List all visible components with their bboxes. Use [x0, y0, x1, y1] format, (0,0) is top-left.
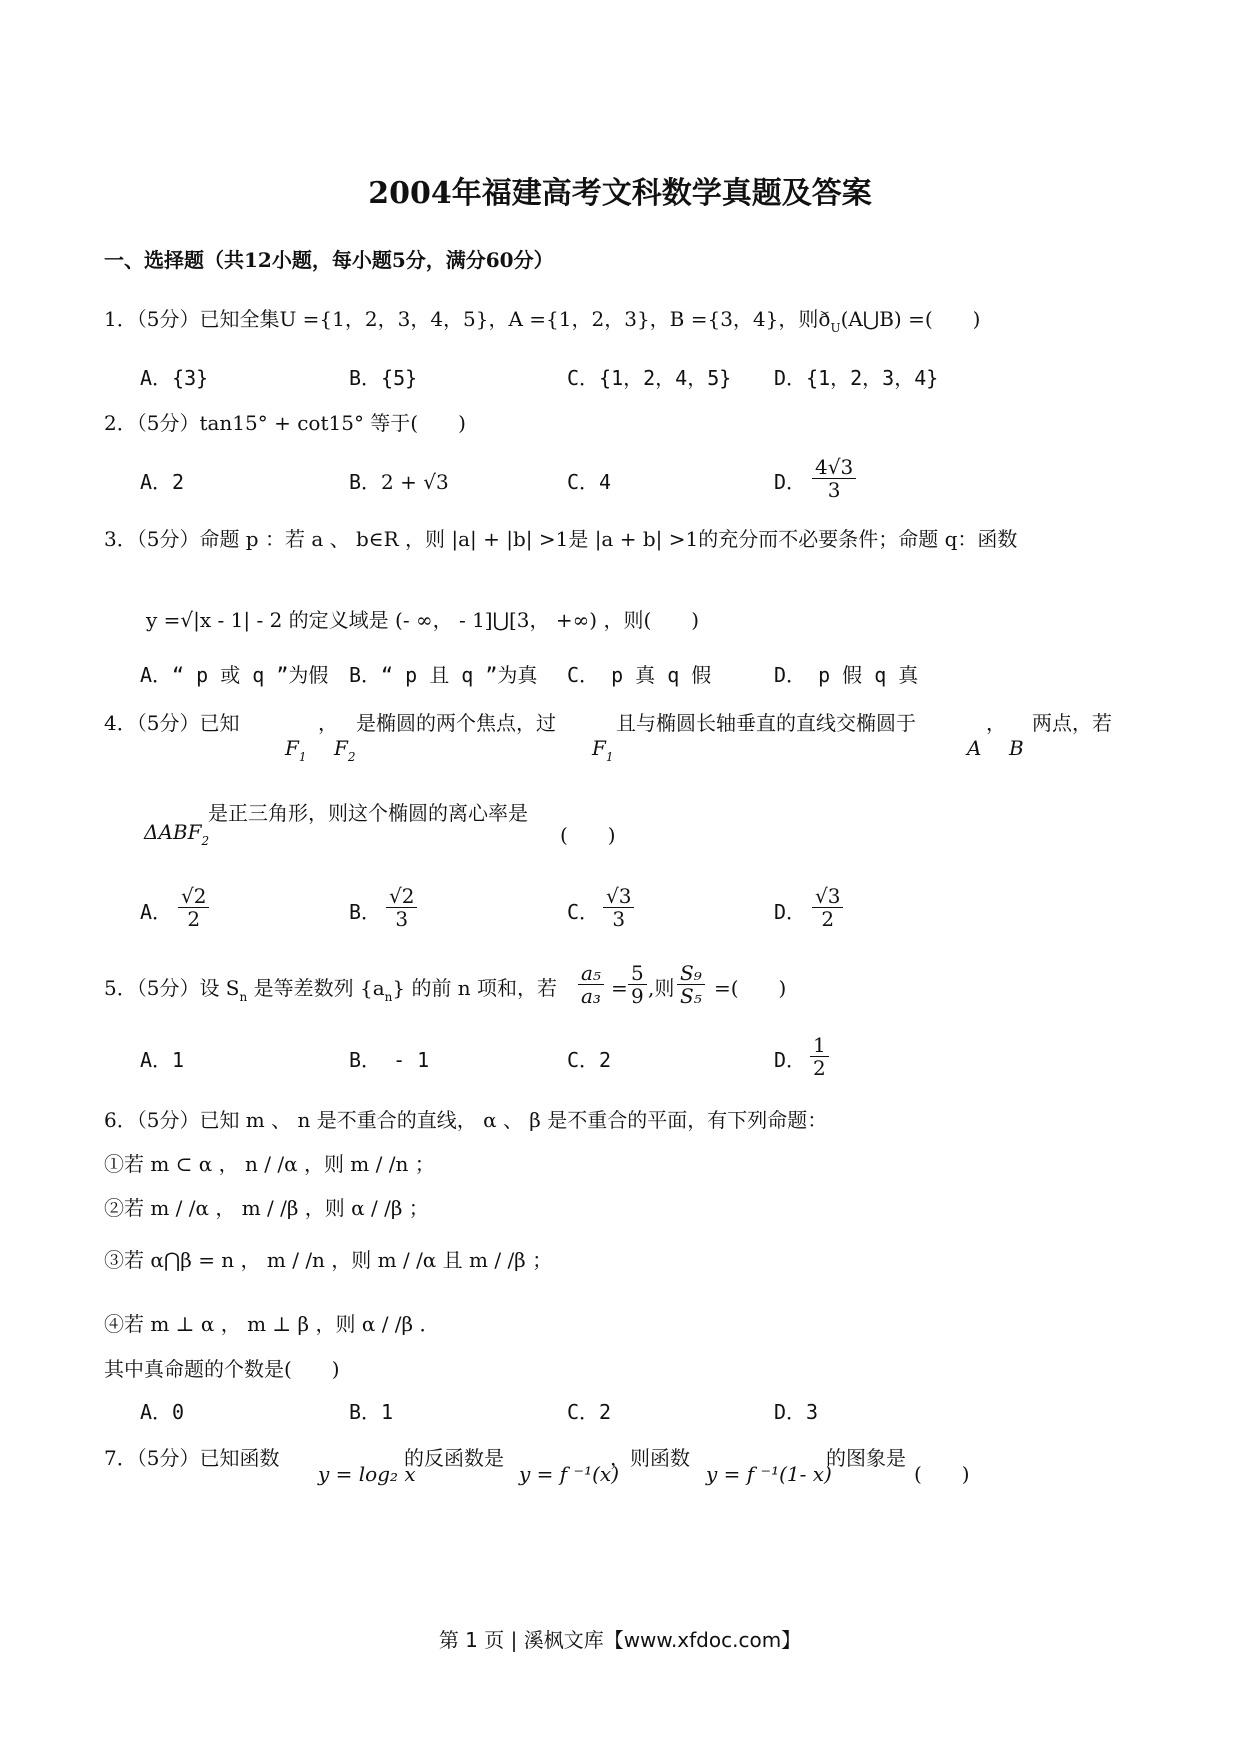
- question-4-line-2: 是正三角形，则这个椭圆的离心率是: [208, 801, 528, 825]
- fraction-denominator: 9: [631, 984, 644, 1008]
- option-b-label: B．: [349, 470, 382, 494]
- question-4-text-c: 且与椭圆长轴垂直的直线交椭圆于: [616, 711, 916, 735]
- fraction-numerator: 5: [628, 962, 647, 985]
- question-6-option-a[interactable]: A．0: [140, 1400, 185, 1424]
- f1-sub: 1: [298, 750, 307, 764]
- question-4-text-b: 是椭圆的两个焦点，过: [356, 711, 556, 735]
- fraction-denominator: 3: [395, 907, 409, 931]
- question-1-stem: [104, 307, 980, 334]
- comma: ，: [318, 711, 338, 735]
- f1-letter: F: [285, 736, 299, 760]
- question-6-option-d[interactable]: D．3: [774, 1400, 819, 1424]
- question-4-option-d-label[interactable]: D．: [774, 900, 807, 924]
- question-7-function-3: y = f ⁻¹(1- x): [706, 1462, 832, 1486]
- question-1-option-b[interactable]: B．{5}: [349, 366, 418, 390]
- question-7-intro: 7．（5分）已知函数: [104, 1446, 280, 1470]
- question-3-option-d[interactable]: D． p 假 q 真: [774, 663, 919, 687]
- question-7-function-1: y = log₂ x: [318, 1462, 416, 1486]
- question-6-option-b[interactable]: B．1: [349, 1400, 394, 1424]
- question-3-line-2: y =√|x - 1| - 2 的定义域是 (- ∞， - 1]⋃[3， +∞) ，则( ): [146, 608, 700, 632]
- triangle-sub: 2: [201, 834, 210, 848]
- focus-f1: [285, 736, 307, 763]
- focus-f2: [334, 736, 356, 763]
- fraction-denominator: 3: [612, 907, 626, 931]
- question-7-text-d: 的图象是: [826, 1446, 906, 1470]
- fraction-denominator: S₅: [680, 984, 702, 1008]
- fraction-denominator: 2: [821, 907, 835, 931]
- question-3-option-a[interactable]: A．“ p 或 q ”为假: [140, 663, 329, 687]
- question-5-option-c[interactable]: C．2: [567, 1048, 612, 1072]
- question-5-fraction-a: [578, 962, 604, 1007]
- question-2-option-d-label[interactable]: D．: [774, 470, 807, 494]
- question-5-fraction-b: [628, 962, 647, 1007]
- fraction-numerator: √2: [386, 885, 417, 908]
- triangle-abf2: [144, 820, 209, 847]
- focus-f1-again: [592, 736, 614, 763]
- question-3-line-1: 3．（5分）命题 p ：若 a 、 b∈R ，则 |a| + |b| >1是 |a + b| >1的充分而不必要条件；命题 q：函数: [104, 527, 1018, 551]
- f2-sub: 2: [347, 750, 356, 764]
- option-b-value: 2 + √3: [381, 470, 449, 494]
- question-5-tail: =( ): [714, 976, 787, 1000]
- f1-letter: F: [592, 736, 606, 760]
- fraction-numerator: √2: [178, 885, 209, 908]
- equals-sign: =: [611, 976, 628, 1000]
- question-3-option-b[interactable]: B．“ p 且 q ”为真: [349, 663, 538, 687]
- question-2-stem: 2．（5分）tan15° + cot15° 等于( ): [104, 411, 466, 435]
- section-heading: 一、选择题（共12小题，每小题5分，满分60分）: [104, 248, 554, 272]
- comma-2: ，: [986, 711, 1006, 735]
- q5-text-a: 5．（5分）设 S: [104, 976, 240, 1000]
- q5-sub-n-2: n: [384, 990, 393, 1004]
- question-7-function-2: y = f ⁻¹(x): [519, 1462, 619, 1486]
- page-title: 2004年福建高考文科数学真题及答案: [368, 176, 872, 211]
- proposition-2: ②若 m / /α ， m / /β ，则 α / /β ；: [104, 1196, 429, 1220]
- page-footer: 第 1 页 | 溪枫文库【www.xfdoc.com】: [438, 1628, 802, 1652]
- question-1-text: 1．（5分）已知全集U ={1，2，3，4，5}，A ={1，2，3}，B ={3，4}，则ð: [104, 307, 831, 331]
- question-6-stem: 6．（5分）已知 m 、 n 是不重合的直线， α 、 β 是不重合的平面，有下列命题：: [104, 1108, 828, 1132]
- fraction-denominator: a₃: [581, 984, 601, 1008]
- point-b: B: [1009, 736, 1024, 760]
- question-5-then: ,则: [648, 976, 675, 1000]
- question-5-stem-a: [104, 976, 557, 1003]
- q5-sub-n: n: [239, 990, 248, 1004]
- question-7-text-b: 的反函数是: [404, 1446, 504, 1470]
- question-1-option-a[interactable]: A．{3}: [140, 366, 209, 390]
- fraction-numerator: √3: [812, 885, 843, 908]
- fraction-numerator: 1: [810, 1034, 829, 1057]
- question-4-option-b-label[interactable]: B．: [349, 900, 382, 924]
- q5-text-b: 是等差数列 {a: [247, 976, 385, 1000]
- question-1-option-d[interactable]: D．{1，2，3，4}: [774, 366, 939, 390]
- question-3-option-c[interactable]: C． p 真 q 假: [567, 663, 712, 687]
- question-1-tail: (A⋃B) =( ): [840, 307, 981, 331]
- question-1-option-c[interactable]: C．{1，2，4，5}: [567, 366, 732, 390]
- f1-sub: 1: [605, 750, 614, 764]
- f2-letter: F: [334, 736, 348, 760]
- question-4-option-a-fraction: [178, 885, 209, 930]
- question-7-text-c: ，则函数: [610, 1446, 690, 1470]
- question-5-option-d-label[interactable]: D．: [774, 1048, 807, 1072]
- question-4-option-b-fraction: [386, 885, 417, 930]
- question-2-option-b[interactable]: [349, 470, 449, 494]
- fraction-numerator: a₅: [578, 962, 604, 985]
- proposition-4: ④若 m ⊥ α ， m ⊥ β ，则 α / /β ．: [104, 1312, 440, 1336]
- question-4-option-d-fraction: [812, 885, 843, 930]
- question-5-fraction-c: [677, 962, 705, 1007]
- fraction-denominator: 3: [827, 478, 841, 502]
- fraction-numerator: 4√3: [812, 456, 856, 479]
- question-2-option-d-fraction: [812, 456, 856, 501]
- question-4-paren: ( ): [560, 823, 616, 847]
- question-4-intro: 4．（5分）已知: [104, 711, 240, 735]
- question-6-ask: 其中真命题的个数是( ): [104, 1357, 340, 1381]
- question-5-option-b[interactable]: B． - 1: [349, 1048, 430, 1072]
- question-4-option-c-label[interactable]: C．: [567, 900, 600, 924]
- fraction-numerator: √3: [603, 885, 634, 908]
- question-4-option-a-label[interactable]: A．: [140, 900, 173, 924]
- question-2-option-c[interactable]: C．4: [567, 470, 612, 494]
- triangle-text: ΔABF: [144, 820, 202, 844]
- fraction-denominator: 2: [813, 1056, 826, 1080]
- question-1-sub: U: [830, 321, 841, 335]
- question-2-option-a[interactable]: A．2: [140, 470, 185, 494]
- proposition-3: ③若 α⋂β = n ， m / /n ，则 m / /α 且 m / /β ；: [104, 1248, 553, 1272]
- fraction-numerator: S₉: [677, 962, 705, 985]
- question-6-option-c[interactable]: C．2: [567, 1400, 612, 1424]
- q5-text-c: } 的前 n 项和，若: [392, 976, 558, 1000]
- question-4-text-d: 两点，若: [1032, 711, 1112, 735]
- question-7-paren: ( ): [914, 1462, 970, 1486]
- point-a: A: [967, 736, 982, 760]
- proposition-1: ①若 m ⊂ α ， n / /α ，则 m / /n ；: [104, 1152, 435, 1176]
- question-5-option-d-fraction: [810, 1034, 829, 1079]
- question-5-option-a[interactable]: A．1: [140, 1048, 185, 1072]
- fraction-denominator: 2: [187, 907, 201, 931]
- question-4-option-c-fraction: [603, 885, 634, 930]
